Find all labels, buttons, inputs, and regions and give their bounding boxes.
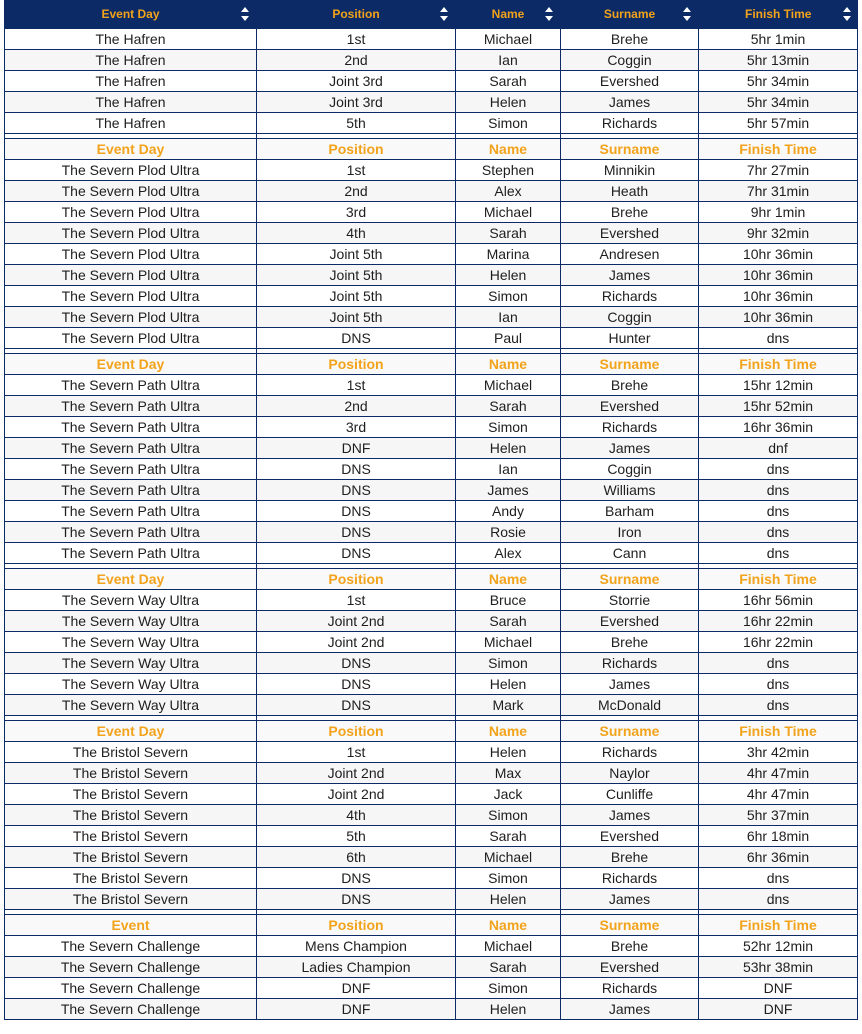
table-row <box>5 417 858 438</box>
name-cell: Andy <box>456 501 561 522</box>
event-cell: The Severn Way Ultra <box>5 632 257 653</box>
finish-time-cell: 7hr 31min <box>699 181 858 202</box>
table-row <box>5 957 858 978</box>
name-cell: Simon <box>456 417 561 438</box>
event-cell: The Hafren <box>5 50 257 71</box>
position-cell: DNS <box>257 695 456 716</box>
position-cell: DNF <box>257 438 456 459</box>
finish-time-cell: 15hr 12min <box>699 375 858 396</box>
surname-cell: Naylor <box>561 763 699 784</box>
finish-time-cell: dns <box>699 653 858 674</box>
finish-time-cell: 10hr 36min <box>699 286 858 307</box>
position-cell: 4th <box>257 223 456 244</box>
table-row <box>5 847 858 868</box>
event-cell: The Severn Way Ultra <box>5 611 257 632</box>
table-row <box>5 438 858 459</box>
position-cell: DNF <box>257 978 456 999</box>
surname-cell: James <box>561 265 699 286</box>
finish-time-cell: 16hr 36min <box>699 417 858 438</box>
section-subheader <box>5 721 858 742</box>
surname-cell: Andresen <box>561 244 699 265</box>
name-cell: Simon <box>456 978 561 999</box>
name-cell: Sarah <box>456 71 561 92</box>
table-row <box>5 328 858 349</box>
position-cell: Joint 5th <box>257 244 456 265</box>
position-cell: DNS <box>257 501 456 522</box>
surname-cell: Coggin <box>561 307 699 328</box>
subheader-label: Position <box>257 139 456 160</box>
table-header <box>5 0 858 29</box>
table-row <box>5 223 858 244</box>
event-cell: The Severn Plod Ultra <box>5 244 257 265</box>
subheader-label: Event Day <box>5 721 257 742</box>
surname-cell: Heath <box>561 181 699 202</box>
subheader-label: Finish Time <box>699 354 858 375</box>
table-row <box>5 784 858 805</box>
table-row <box>5 653 858 674</box>
event-cell: The Bristol Severn <box>5 868 257 889</box>
surname-cell: James <box>561 889 699 910</box>
section-subheader <box>5 569 858 590</box>
event-cell: The Bristol Severn <box>5 889 257 910</box>
position-cell: 5th <box>257 113 456 134</box>
finish-time-cell: dns <box>699 889 858 910</box>
event-cell: The Severn Plod Ultra <box>5 223 257 244</box>
position-cell: DNF <box>257 999 456 1020</box>
table-row <box>5 590 858 611</box>
event-cell: The Hafren <box>5 71 257 92</box>
event-cell: The Hafren <box>5 29 257 50</box>
subheader-label: Position <box>257 569 456 590</box>
position-cell: DNS <box>257 653 456 674</box>
position-cell: 1st <box>257 375 456 396</box>
position-cell: 3rd <box>257 417 456 438</box>
table-row <box>5 160 858 181</box>
surname-cell: James <box>561 438 699 459</box>
table-row <box>5 522 858 543</box>
surname-cell: Richards <box>561 868 699 889</box>
table-row <box>5 826 858 847</box>
name-cell: Helen <box>456 92 561 113</box>
name-cell: Michael <box>456 375 561 396</box>
position-cell: Joint 2nd <box>257 784 456 805</box>
name-cell: Ian <box>456 50 561 71</box>
finish-time-cell: 6hr 36min <box>699 847 858 868</box>
subheader-label: Surname <box>561 354 699 375</box>
table-row <box>5 244 858 265</box>
name-cell: Sarah <box>456 826 561 847</box>
table-row <box>5 202 858 223</box>
finish-time-cell: dns <box>699 328 858 349</box>
table-row <box>5 375 858 396</box>
name-cell: Sarah <box>456 396 561 417</box>
surname-cell: Williams <box>561 480 699 501</box>
finish-time-cell: 10hr 36min <box>699 307 858 328</box>
header-label-event-day: Event Day <box>101 7 160 21</box>
name-cell: Helen <box>456 674 561 695</box>
position-cell: 5th <box>257 826 456 847</box>
surname-cell: Evershed <box>561 71 699 92</box>
surname-cell: Richards <box>561 653 699 674</box>
name-cell: Marina <box>456 244 561 265</box>
name-cell: Michael <box>456 847 561 868</box>
surname-cell: Evershed <box>561 957 699 978</box>
surname-cell: Evershed <box>561 396 699 417</box>
surname-cell: Richards <box>561 113 699 134</box>
table-row <box>5 181 858 202</box>
name-cell: Helen <box>456 265 561 286</box>
table-row <box>5 999 858 1020</box>
surname-cell: Brehe <box>561 202 699 223</box>
event-cell: The Severn Path Ultra <box>5 501 257 522</box>
position-cell: Joint 5th <box>257 265 456 286</box>
position-cell: Joint 3rd <box>257 92 456 113</box>
header-label-name: Name <box>491 7 525 21</box>
position-cell: DNS <box>257 543 456 564</box>
table-row <box>5 695 858 716</box>
surname-cell: Iron <box>561 522 699 543</box>
event-cell: The Severn Path Ultra <box>5 522 257 543</box>
subheader-label: Surname <box>561 721 699 742</box>
event-cell: The Severn Path Ultra <box>5 438 257 459</box>
subheader-label: Event Day <box>5 354 257 375</box>
position-cell: 2nd <box>257 181 456 202</box>
name-cell: Bruce <box>456 590 561 611</box>
surname-cell: Richards <box>561 978 699 999</box>
subheader-label: Surname <box>561 915 699 936</box>
finish-time-cell: DNF <box>699 978 858 999</box>
section-subheader <box>5 354 858 375</box>
position-cell: DNS <box>257 328 456 349</box>
position-cell: DNS <box>257 868 456 889</box>
position-cell: 3rd <box>257 202 456 223</box>
event-cell: The Severn Path Ultra <box>5 543 257 564</box>
surname-cell: James <box>561 805 699 826</box>
table-row <box>5 459 858 480</box>
finish-time-cell: DNF <box>699 999 858 1020</box>
table-row <box>5 92 858 113</box>
event-cell: The Severn Path Ultra <box>5 459 257 480</box>
sort-arrows-icon <box>545 7 554 21</box>
position-cell: Ladies Champion <box>257 957 456 978</box>
subheader-label: Name <box>456 569 561 590</box>
name-cell: Ian <box>456 459 561 480</box>
event-cell: The Bristol Severn <box>5 763 257 784</box>
table-row <box>5 763 858 784</box>
name-cell: Sarah <box>456 957 561 978</box>
finish-time-cell: 10hr 36min <box>699 265 858 286</box>
finish-time-cell: 4hr 47min <box>699 763 858 784</box>
results-table <box>4 0 858 1020</box>
table-row <box>5 396 858 417</box>
header-label-position: Position <box>332 7 380 21</box>
finish-time-cell: 16hr 22min <box>699 632 858 653</box>
name-cell: Michael <box>456 936 561 957</box>
finish-time-cell: 5hr 37min <box>699 805 858 826</box>
finish-time-cell: dns <box>699 501 858 522</box>
finish-time-cell: dns <box>699 522 858 543</box>
event-cell: The Bristol Severn <box>5 784 257 805</box>
table-row <box>5 611 858 632</box>
position-cell: Mens Champion <box>257 936 456 957</box>
surname-cell: James <box>561 92 699 113</box>
name-cell: Helen <box>456 999 561 1020</box>
name-cell: Max <box>456 763 561 784</box>
event-cell: The Hafren <box>5 92 257 113</box>
finish-time-cell: 9hr 1min <box>699 202 858 223</box>
subheader-label: Finish Time <box>699 569 858 590</box>
event-cell: The Severn Challenge <box>5 999 257 1020</box>
name-cell: Rosie <box>456 522 561 543</box>
sort-arrows-icon <box>683 7 692 21</box>
name-cell: Helen <box>456 742 561 763</box>
finish-time-cell: dnf <box>699 438 858 459</box>
position-cell: 6th <box>257 847 456 868</box>
finish-time-cell: 5hr 34min <box>699 92 858 113</box>
subheader-label: Surname <box>561 569 699 590</box>
table-row <box>5 71 858 92</box>
name-cell: Michael <box>456 632 561 653</box>
surname-cell: Richards <box>561 286 699 307</box>
table-row <box>5 632 858 653</box>
table-row <box>5 286 858 307</box>
subheader-label: Position <box>257 721 456 742</box>
subheader-label: Name <box>456 721 561 742</box>
event-cell: The Severn Path Ultra <box>5 375 257 396</box>
name-cell: Michael <box>456 29 561 50</box>
position-cell: Joint 5th <box>257 286 456 307</box>
name-cell: Simon <box>456 286 561 307</box>
event-cell: The Severn Challenge <box>5 957 257 978</box>
event-cell: The Severn Challenge <box>5 936 257 957</box>
finish-time-cell: 6hr 18min <box>699 826 858 847</box>
surname-cell: Evershed <box>561 611 699 632</box>
surname-cell: Coggin <box>561 50 699 71</box>
table-row <box>5 978 858 999</box>
event-cell: The Severn Plod Ultra <box>5 307 257 328</box>
position-cell: DNS <box>257 459 456 480</box>
surname-cell: Richards <box>561 417 699 438</box>
event-cell: The Severn Plod Ultra <box>5 202 257 223</box>
subheader-label: Finish Time <box>699 721 858 742</box>
finish-time-cell: 7hr 27min <box>699 160 858 181</box>
surname-cell: Evershed <box>561 223 699 244</box>
table-row <box>5 889 858 910</box>
surname-cell: Coggin <box>561 459 699 480</box>
event-cell: The Severn Plod Ultra <box>5 265 257 286</box>
surname-cell: Brehe <box>561 632 699 653</box>
name-cell: Michael <box>456 202 561 223</box>
finish-time-cell: 10hr 36min <box>699 244 858 265</box>
table-row <box>5 742 858 763</box>
name-cell: James <box>456 480 561 501</box>
event-cell: The Severn Way Ultra <box>5 590 257 611</box>
position-cell: DNS <box>257 522 456 543</box>
subheader-label: Name <box>456 354 561 375</box>
section-subheader <box>5 915 858 936</box>
sort-header-finish-time[interactable] <box>699 0 858 29</box>
position-cell: 4th <box>257 805 456 826</box>
finish-time-cell: 3hr 42min <box>699 742 858 763</box>
subheader-label: Name <box>456 139 561 160</box>
event-cell: The Severn Path Ultra <box>5 396 257 417</box>
surname-cell: Storrie <box>561 590 699 611</box>
surname-cell: Richards <box>561 742 699 763</box>
event-cell: The Bristol Severn <box>5 847 257 868</box>
surname-cell: Brehe <box>561 936 699 957</box>
finish-time-cell: 5hr 1min <box>699 29 858 50</box>
event-cell: The Severn Challenge <box>5 978 257 999</box>
event-cell: The Severn Plod Ultra <box>5 328 257 349</box>
subheader-label: Surname <box>561 139 699 160</box>
surname-cell: James <box>561 674 699 695</box>
finish-time-cell: 5hr 57min <box>699 113 858 134</box>
subheader-label: Finish Time <box>699 915 858 936</box>
event-cell: The Severn Plod Ultra <box>5 160 257 181</box>
name-cell: Simon <box>456 868 561 889</box>
finish-time-cell: 5hr 13min <box>699 50 858 71</box>
sort-header-name[interactable] <box>456 0 561 29</box>
finish-time-cell: dns <box>699 868 858 889</box>
subheader-label: Event Day <box>5 569 257 590</box>
event-cell: The Severn Way Ultra <box>5 695 257 716</box>
finish-time-cell: dns <box>699 480 858 501</box>
table-row <box>5 674 858 695</box>
table-row <box>5 501 858 522</box>
finish-time-cell: 16hr 22min <box>699 611 858 632</box>
finish-time-cell: dns <box>699 674 858 695</box>
section-subheader <box>5 139 858 160</box>
name-cell: Stephen <box>456 160 561 181</box>
name-cell: Alex <box>456 181 561 202</box>
name-cell: Ian <box>456 307 561 328</box>
position-cell: 1st <box>257 29 456 50</box>
sort-arrows-icon <box>241 7 250 21</box>
table-row <box>5 543 858 564</box>
event-cell: The Hafren <box>5 113 257 134</box>
subheader-label: Event Day <box>5 139 257 160</box>
subheader-label: Position <box>257 354 456 375</box>
subheader-label: Finish Time <box>699 139 858 160</box>
surname-cell: McDonald <box>561 695 699 716</box>
table-row <box>5 936 858 957</box>
header-label-surname: Surname <box>603 7 656 21</box>
position-cell: 1st <box>257 160 456 181</box>
finish-time-cell: 15hr 52min <box>699 396 858 417</box>
table-row <box>5 50 858 71</box>
name-cell: Simon <box>456 113 561 134</box>
event-cell: The Severn Way Ultra <box>5 653 257 674</box>
position-cell: 2nd <box>257 50 456 71</box>
sort-arrows-icon <box>440 7 449 21</box>
sort-header-surname[interactable] <box>561 0 699 29</box>
sort-arrows-icon <box>843 7 852 21</box>
event-cell: The Severn Path Ultra <box>5 417 257 438</box>
finish-time-cell: 5hr 34min <box>699 71 858 92</box>
name-cell: Simon <box>456 653 561 674</box>
event-cell: The Severn Way Ultra <box>5 674 257 695</box>
surname-cell: Brehe <box>561 847 699 868</box>
finish-time-cell: 9hr 32min <box>699 223 858 244</box>
surname-cell: Cann <box>561 543 699 564</box>
name-cell: Helen <box>456 889 561 910</box>
surname-cell: James <box>561 999 699 1020</box>
header-label-finish-time: Finish Time <box>745 7 812 21</box>
subheader-label: Position <box>257 915 456 936</box>
name-cell: Alex <box>456 543 561 564</box>
subheader-label: Name <box>456 915 561 936</box>
name-cell: Sarah <box>456 223 561 244</box>
sort-header-position[interactable] <box>257 0 456 29</box>
event-cell: The Bristol Severn <box>5 742 257 763</box>
surname-cell: Brehe <box>561 29 699 50</box>
finish-time-cell: dns <box>699 695 858 716</box>
name-cell: Mark <box>456 695 561 716</box>
surname-cell: Brehe <box>561 375 699 396</box>
position-cell: DNS <box>257 674 456 695</box>
header-row <box>5 0 858 29</box>
event-cell: The Severn Plod Ultra <box>5 286 257 307</box>
table-row <box>5 113 858 134</box>
table-row <box>5 480 858 501</box>
table-row <box>5 307 858 328</box>
table-row <box>5 805 858 826</box>
position-cell: Joint 2nd <box>257 632 456 653</box>
table-body <box>5 29 858 1020</box>
surname-cell: Minnikin <box>561 160 699 181</box>
surname-cell: Evershed <box>561 826 699 847</box>
name-cell: Sarah <box>456 611 561 632</box>
event-cell: The Bristol Severn <box>5 826 257 847</box>
surname-cell: Hunter <box>561 328 699 349</box>
table-row <box>5 265 858 286</box>
finish-time-cell: 52hr 12min <box>699 936 858 957</box>
table-row <box>5 868 858 889</box>
position-cell: DNS <box>257 480 456 501</box>
table-row <box>5 29 858 50</box>
name-cell: Jack <box>456 784 561 805</box>
position-cell: 1st <box>257 742 456 763</box>
surname-cell: Cunliffe <box>561 784 699 805</box>
name-cell: Helen <box>456 438 561 459</box>
position-cell: DNS <box>257 889 456 910</box>
position-cell: Joint 2nd <box>257 763 456 784</box>
position-cell: 2nd <box>257 396 456 417</box>
sort-header-event-day[interactable] <box>5 0 257 29</box>
finish-time-cell: dns <box>699 543 858 564</box>
name-cell: Simon <box>456 805 561 826</box>
event-cell: The Bristol Severn <box>5 805 257 826</box>
position-cell: Joint 2nd <box>257 611 456 632</box>
finish-time-cell: 4hr 47min <box>699 784 858 805</box>
name-cell: Paul <box>456 328 561 349</box>
finish-time-cell: dns <box>699 459 858 480</box>
event-cell: The Severn Plod Ultra <box>5 181 257 202</box>
position-cell: Joint 3rd <box>257 71 456 92</box>
finish-time-cell: 16hr 56min <box>699 590 858 611</box>
subheader-label: Event <box>5 915 257 936</box>
finish-time-cell: 53hr 38min <box>699 957 858 978</box>
position-cell: Joint 5th <box>257 307 456 328</box>
surname-cell: Barham <box>561 501 699 522</box>
position-cell: 1st <box>257 590 456 611</box>
event-cell: The Severn Path Ultra <box>5 480 257 501</box>
